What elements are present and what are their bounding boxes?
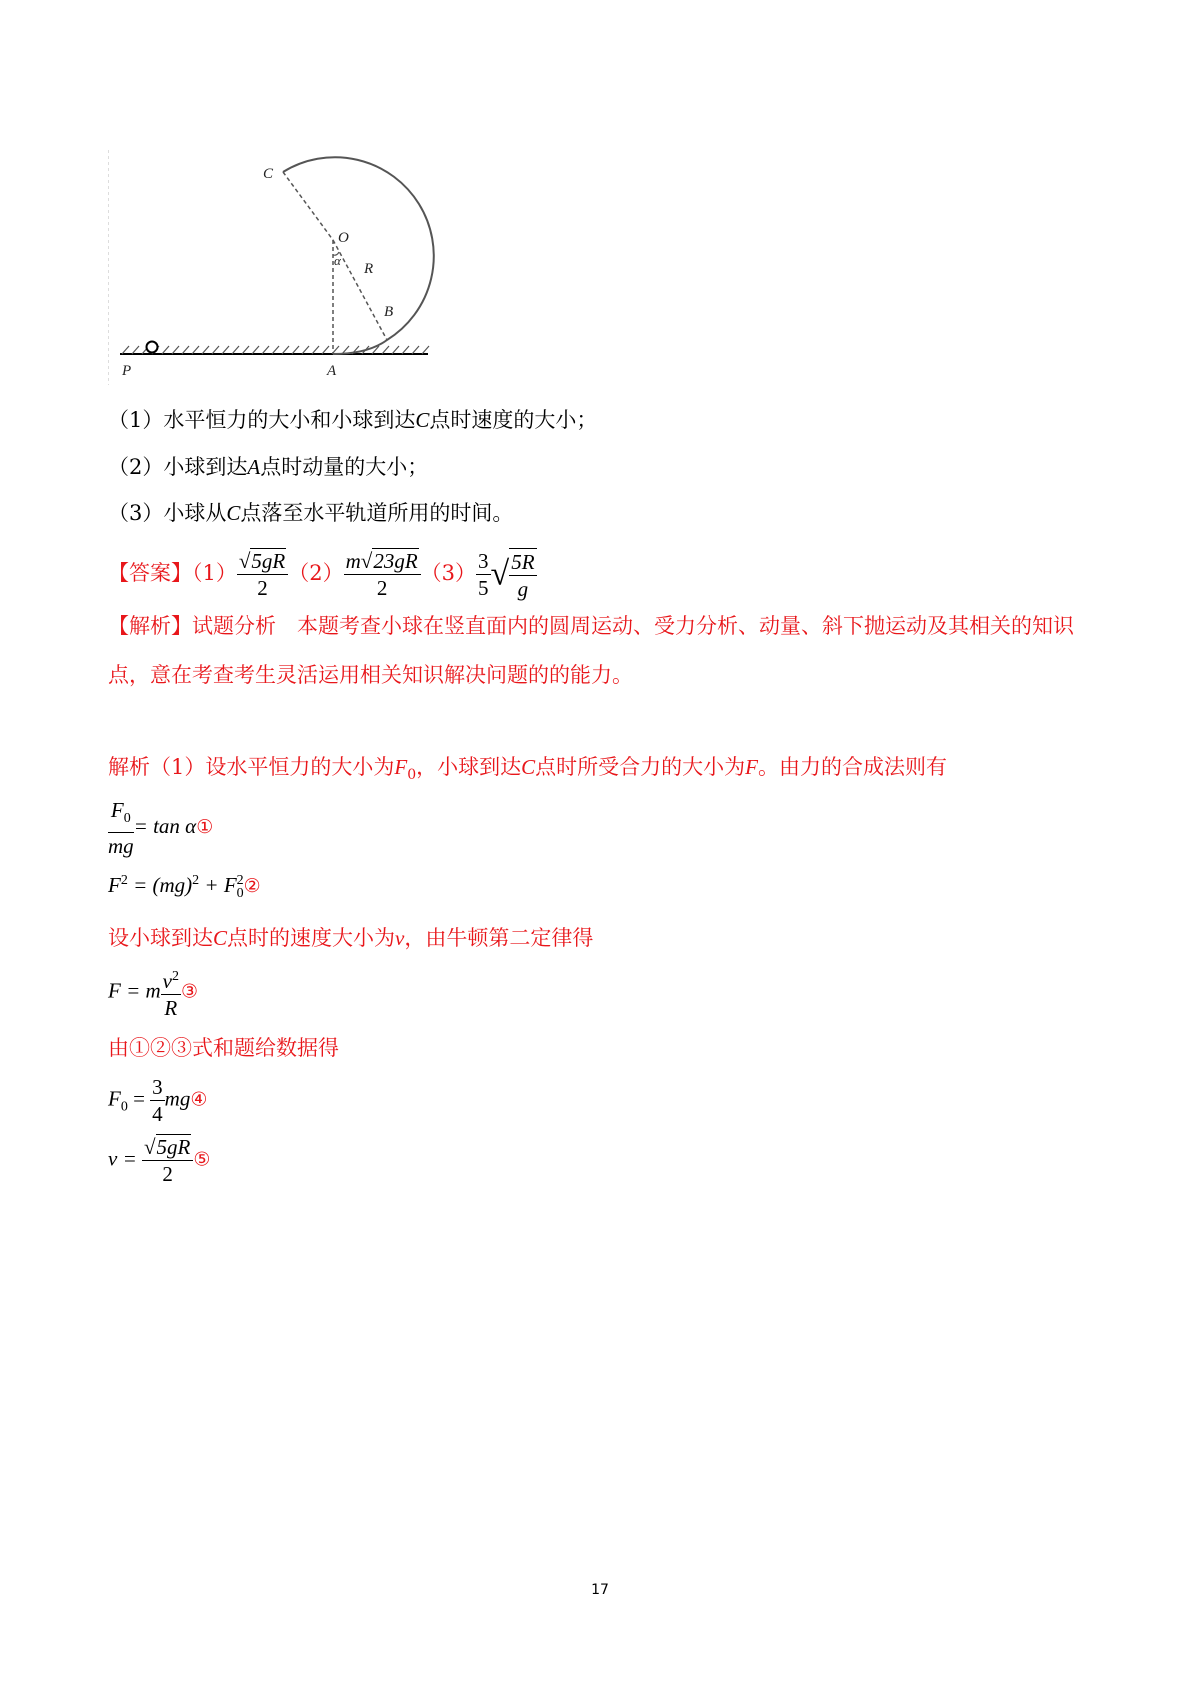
answer-part-3: （3） xyxy=(420,561,477,585)
question-text: 水平恒力的大小和小球到达 xyxy=(163,408,416,432)
eq2-mid: = (mg) xyxy=(127,873,193,897)
circular-track-diagram xyxy=(108,150,468,385)
point-label: C xyxy=(415,408,430,432)
answer-3-fraction xyxy=(476,548,491,601)
ball xyxy=(147,342,158,353)
label-r: R xyxy=(364,261,374,277)
superscript: 2 xyxy=(172,969,179,984)
ground-hatching xyxy=(122,346,429,354)
answer-part-2: （2） xyxy=(288,561,344,585)
eq3-numerator: v xyxy=(162,969,172,993)
solution-text: 由①②③式和题给数据得 xyxy=(108,1036,339,1060)
answer-part-1: （1） xyxy=(192,561,237,585)
answer-2-radicand: 23gR xyxy=(373,549,418,573)
var-f: F xyxy=(394,755,408,779)
answer-1-radicand: 5gR xyxy=(251,549,286,573)
subscript: 0 xyxy=(236,886,244,902)
eq1-mark: ① xyxy=(196,815,214,838)
eq1-denominator: mg xyxy=(108,834,134,859)
label-c: C xyxy=(263,166,274,182)
eq3-lhs: F = m xyxy=(108,978,161,1003)
answer-1-denominator: 2 xyxy=(257,576,268,600)
equation-1 xyxy=(108,797,213,859)
question-3 xyxy=(108,499,513,527)
subscript: 0 xyxy=(407,767,417,784)
solution-text: ，由牛顿第二定律得 xyxy=(404,926,594,950)
radius-ob xyxy=(333,240,387,340)
point-label: A xyxy=(247,455,261,479)
answer-line: 【答案】（1） $\frac{√5gR}{2}$ （2） $\frac{m√23gR}{2}$ （3） $\frac{3}{5}$ √ $\frac{5R}{g}$ xyxy=(108,549,535,601)
analysis-line-2 xyxy=(108,661,633,689)
analysis-label: 【解析】 xyxy=(108,614,192,638)
analysis-text: 点，意在考查考生灵活运用相关知识解决问题的的能力。 xyxy=(108,663,633,687)
answer-3-root-denominator: g xyxy=(517,576,529,601)
eq2-lhs: F xyxy=(108,873,121,897)
page-number: 17 xyxy=(591,1582,609,1598)
eq5-lhs: v = xyxy=(108,1146,142,1171)
subscript: 0 xyxy=(123,811,131,827)
question-text: 点时速度的大小； xyxy=(429,408,598,432)
label-alpha: α xyxy=(334,253,341,268)
var-v: v xyxy=(395,926,405,950)
equation-3 xyxy=(108,964,198,1021)
eq4-rhs: mg xyxy=(164,1086,191,1111)
eq5-mark: ⑤ xyxy=(193,1148,211,1171)
eq4-mark: ④ xyxy=(190,1088,208,1111)
question-text: 小球从 xyxy=(163,501,227,525)
answer-3-root-numerator: 5R xyxy=(511,549,535,574)
point-label: C xyxy=(213,926,228,950)
answer-label: 【答案】 xyxy=(108,561,192,585)
answer-3-denominator: 5 xyxy=(478,576,489,600)
equation-4 xyxy=(108,1074,207,1127)
subscript: 0 xyxy=(120,1099,128,1115)
question-number: （3） xyxy=(108,501,164,525)
question-text: 点时动量的大小； xyxy=(260,455,429,479)
eq1-rhs: = tan α xyxy=(133,813,197,838)
eq3-mark: ③ xyxy=(181,980,199,1003)
question-1 xyxy=(108,406,597,434)
eq1-numerator: F xyxy=(110,798,124,822)
label-b: B xyxy=(384,304,394,320)
solution-text: ，小球到达 xyxy=(416,755,522,779)
superscript: 2 xyxy=(236,873,244,889)
superscript: 2 xyxy=(120,873,128,888)
eq2-mark: ② xyxy=(243,875,261,897)
solution-text: 。由力的合成法则有 xyxy=(757,755,947,779)
answer-1-fraction: $\frac{√5gR}{2}$ xyxy=(237,548,288,601)
eq4-equals: = xyxy=(127,1086,151,1111)
answer-3-root-fraction xyxy=(509,548,536,602)
point-label: C xyxy=(521,755,536,779)
label-o: O xyxy=(338,230,349,246)
eq5-radicand: 5gR xyxy=(156,1135,191,1159)
solution-line-2 xyxy=(108,924,593,952)
circular-track xyxy=(283,157,434,340)
solution-text: 解析（1）设水平恒力的大小为 xyxy=(108,755,395,779)
analysis-line-1 xyxy=(108,612,1074,640)
label-p: P xyxy=(122,363,132,379)
question-number: （2） xyxy=(108,455,164,479)
eq4-denominator: 4 xyxy=(152,1102,163,1126)
label-a: A xyxy=(327,363,337,379)
eq3-denominator: R xyxy=(164,996,178,1020)
solution-intro xyxy=(108,753,947,789)
eq4-lhs: F xyxy=(108,1086,121,1111)
analysis-text: 试题分析 本题考查小球在竖直面内的圆周运动、受力分析、动量、斜下抛运动及其相关的知识 xyxy=(192,614,1074,638)
eq2-plus: + F xyxy=(199,873,237,897)
question-2 xyxy=(108,453,428,481)
question-text: 小球到达 xyxy=(163,455,248,479)
solution-text: 设小球到达 xyxy=(108,926,213,950)
question-text: 点落至水平轨道所用的时间。 xyxy=(240,501,514,525)
solution-line-3 xyxy=(108,1034,339,1062)
equation-5: v = $\frac{√5gR}{2}$ ⑤ xyxy=(108,1135,211,1186)
superscript: 2 xyxy=(192,873,200,888)
answer-2-denominator: 2 xyxy=(376,576,388,600)
var-f: F xyxy=(745,755,758,779)
answer-3-numerator: 3 xyxy=(478,549,489,573)
point-label: C xyxy=(226,501,241,525)
eq5-denominator: 2 xyxy=(162,1162,173,1186)
answer-2-fraction: $\frac{m√23gR}{2}$ xyxy=(344,548,421,601)
eq4-numerator: 3 xyxy=(152,1075,163,1099)
solution-text: 点时的速度大小为 xyxy=(227,926,396,950)
question-number: （1） xyxy=(108,408,164,432)
radius-oc xyxy=(283,172,333,240)
answer-2-mass: m xyxy=(345,549,361,573)
equation-2 xyxy=(108,873,261,900)
solution-text: 点时所受合力的大小为 xyxy=(535,755,746,779)
